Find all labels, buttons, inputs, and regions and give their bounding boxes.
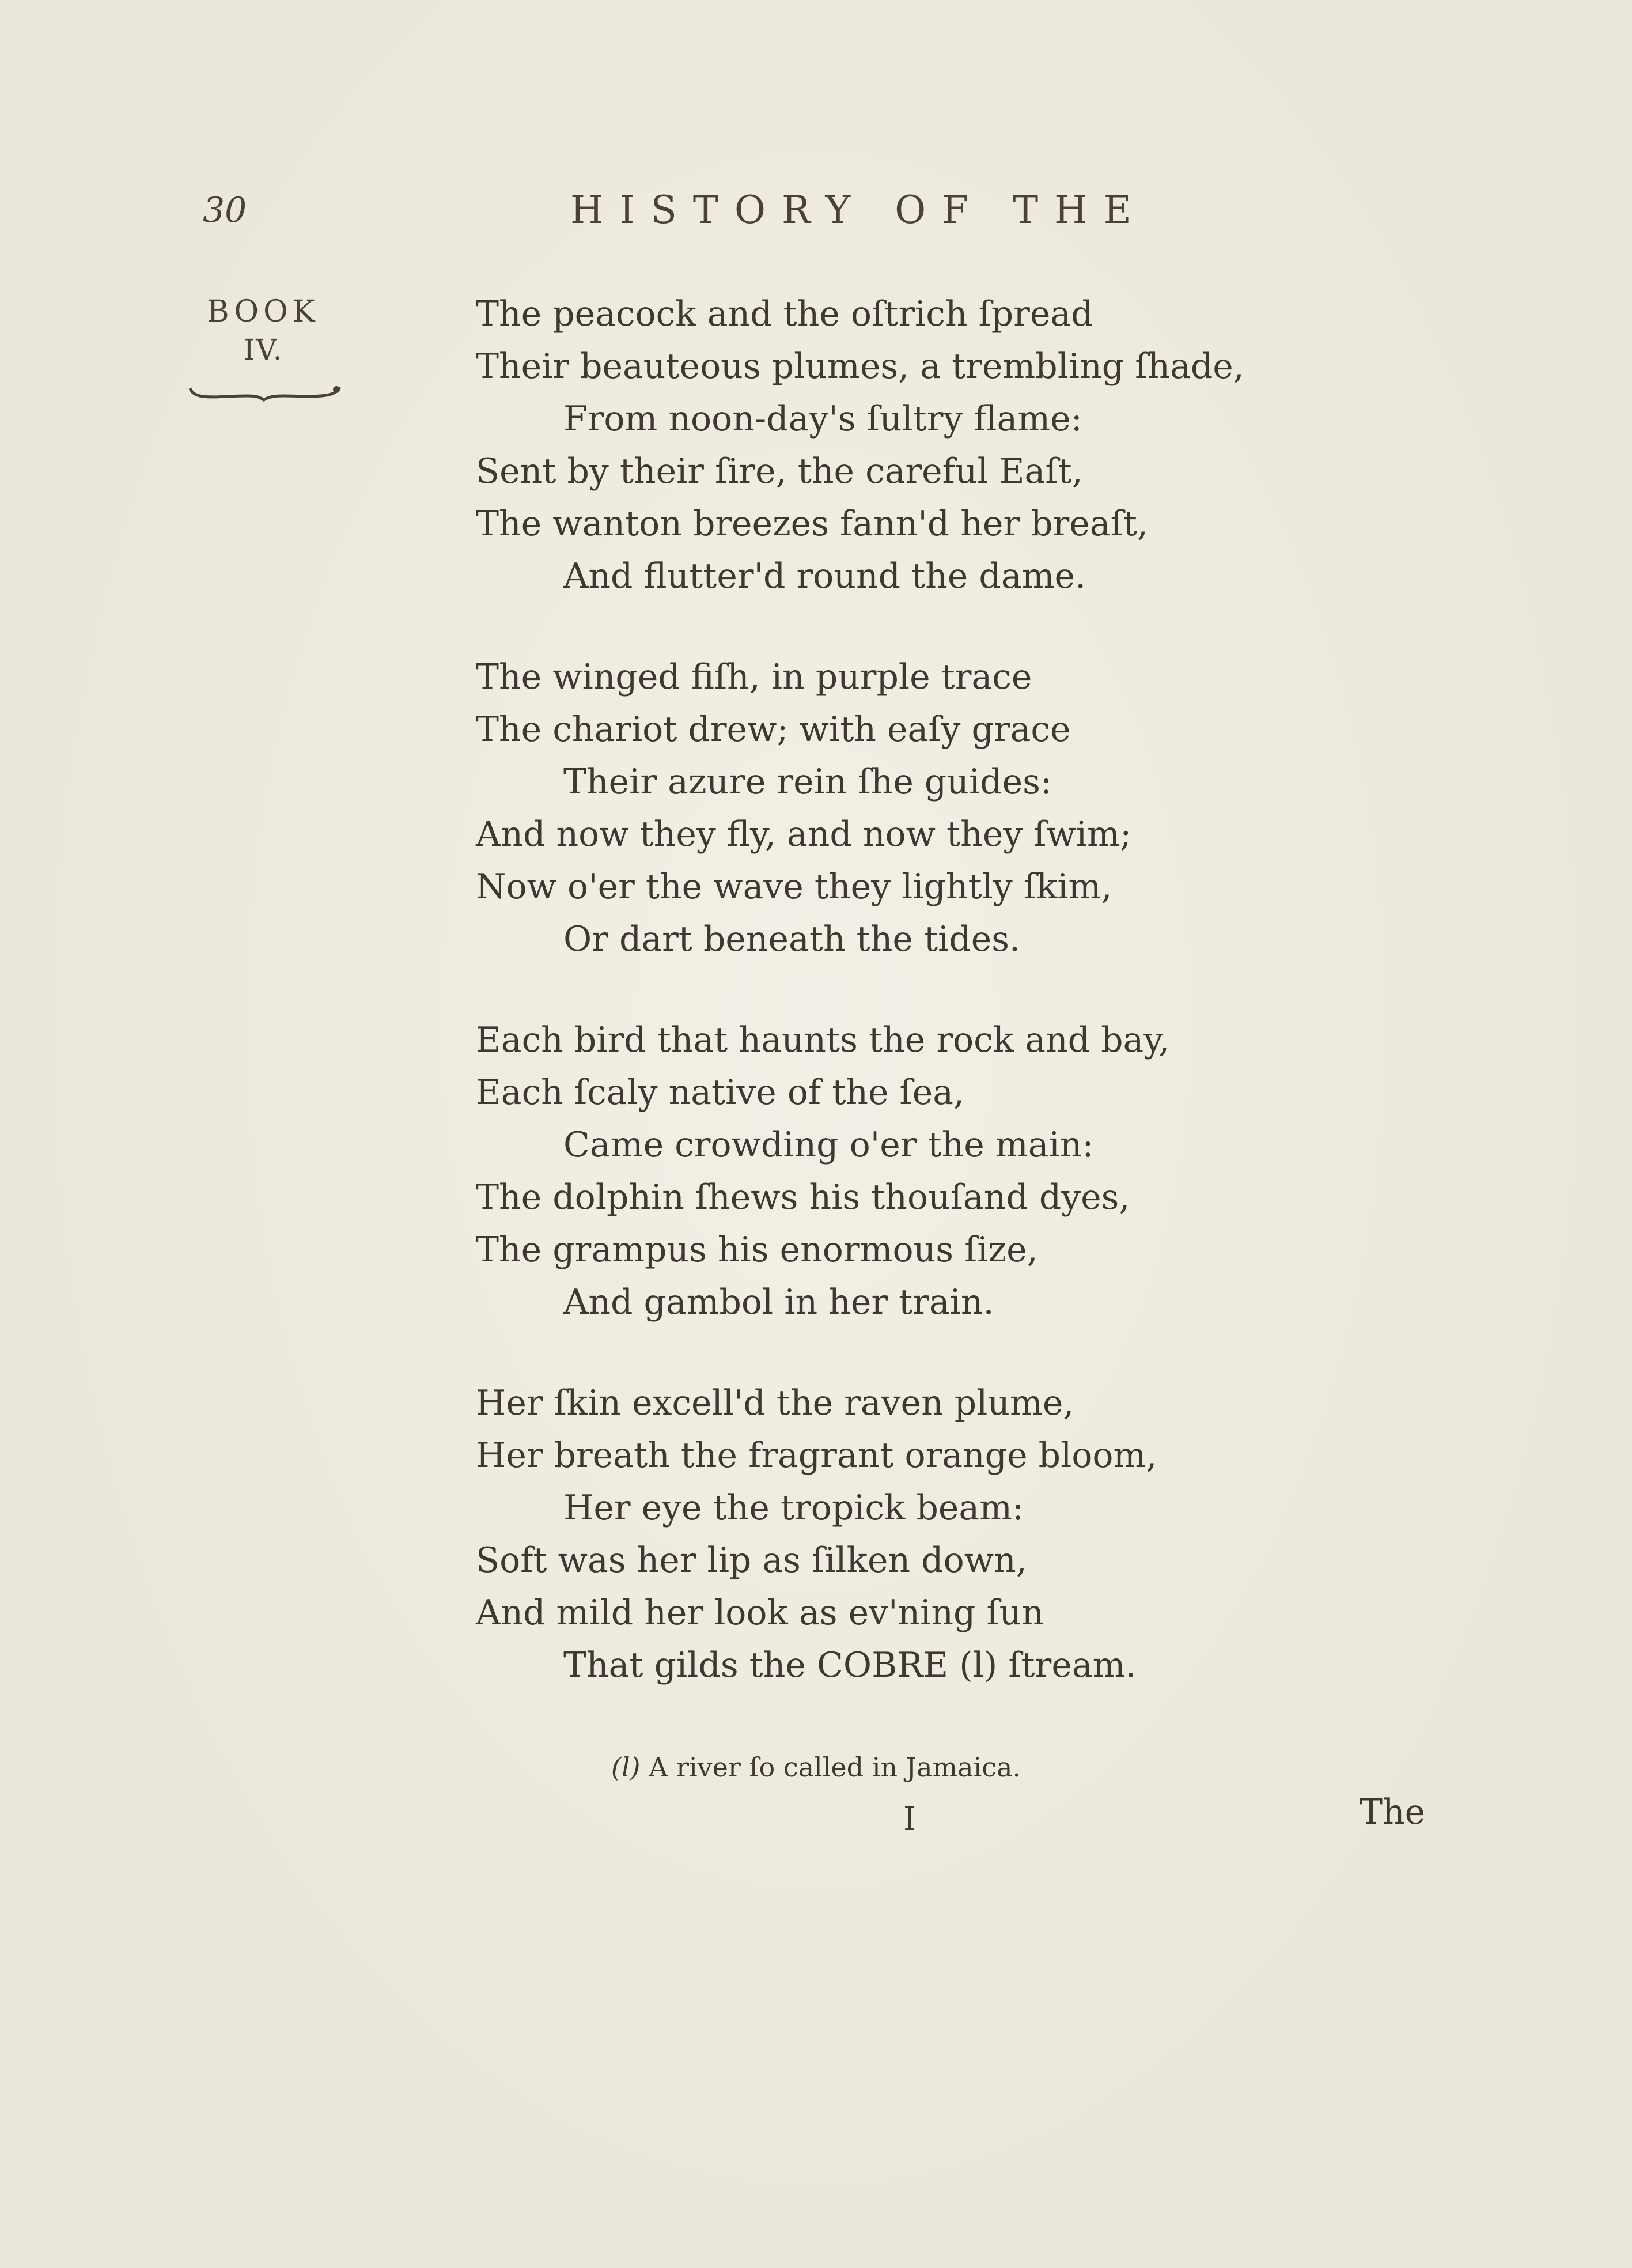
verse-line: The wanton breezes fann'd her breaſt, [476,504,1148,544]
verse-line: The grampus his enormous ſize, [476,1230,1038,1270]
verse-line: Soft was her lip as ſilken down, [476,1540,1027,1581]
stanza [476,1014,1340,1329]
poem-body [476,288,1340,1740]
stanza [476,651,1340,966]
verse-line: Or dart beneath the tides. [563,919,1021,959]
page-number: 30 [203,190,247,230]
verse-line: From noon-day's ſultry flame: [563,399,1082,439]
footnote-text: A river ſo called in Jamaica. [649,1752,1021,1783]
verse-line: Her eye the tropick beam: [563,1488,1024,1528]
footnote-mark: (l) [611,1752,641,1783]
verse-line: Came crowding o'er the main: [563,1125,1094,1165]
catchword: The [1360,1792,1426,1832]
verse-line: That gilds the COBRE (l) ſtream. [563,1645,1137,1685]
book-label: BOOK [207,294,320,329]
verse-line: Her ſkin excell'd the raven plume, [476,1383,1074,1423]
signature-mark: I [903,1801,917,1838]
verse-line: And mild her look as ev'ning ſun [476,1593,1044,1633]
book-numeral: IV. [243,333,283,366]
verse-line: Their beauteous plumes, a trembling ſhade, [476,346,1244,387]
verse-line: And gambol in her train. [563,1282,994,1322]
verse-line: The chariot drew; with eaſy grace [476,709,1071,750]
stanza [476,1377,1340,1692]
verse-line: And flutter'd round the dame. [563,556,1086,596]
running-head: HISTORY OF THE [570,188,1148,232]
verse-line: Now o'er the wave they lightly ſkim, [476,867,1112,907]
verse-line: The peacock and the oſtrich ſpread [476,294,1093,334]
verse-line: Their azure rein ſhe guides: [563,762,1052,802]
stanza [476,288,1340,603]
verse-line: Sent by their ſire, the careful Eaſt, [476,451,1083,492]
verse-line: Each bird that haunts the rock and bay, [476,1020,1170,1060]
book-marginal-label [185,293,341,369]
verse-line: Her breath the fragrant orange bloom, [476,1435,1157,1476]
footnote [0,1752,1632,1783]
flourish-ornament-icon [188,383,343,406]
verse-line: The winged fiſh, in purple trace [476,657,1032,697]
verse-line: And now they fly, and now they ſwim; [476,814,1132,855]
verse-line: The dolphin ſhews his thouſand dyes, [476,1177,1130,1218]
verse-line: Each ſcaly native of the ſea, [476,1072,965,1113]
